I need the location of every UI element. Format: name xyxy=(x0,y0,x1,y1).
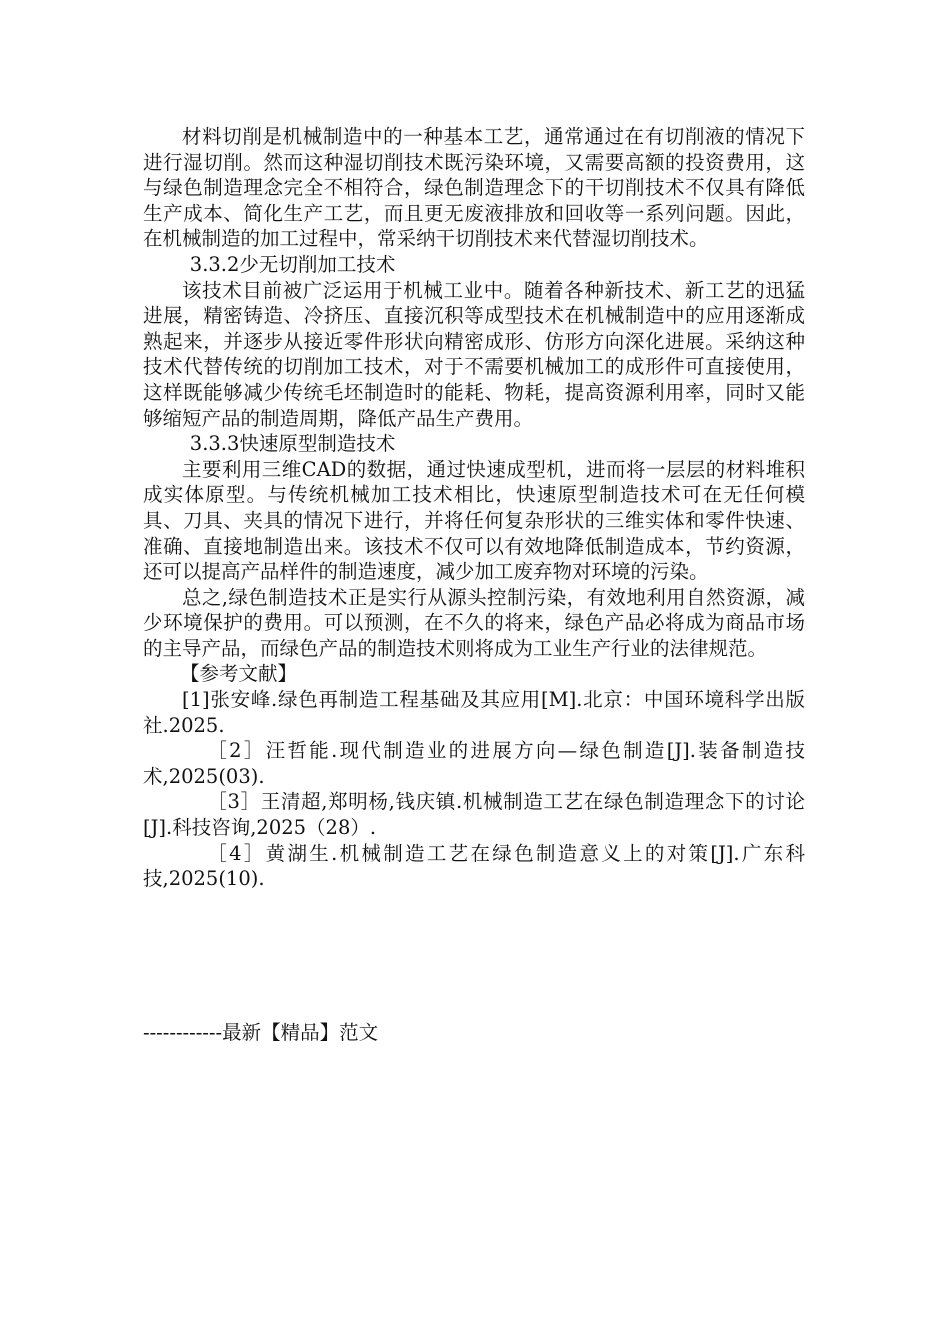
reference-item-2: ［2］汪哲能.现代制造业的进展方向—绿色制造[J].装备制造技术,2025(03). xyxy=(143,739,805,788)
paragraph-rapid-prototyping: 主要利用三维CAD的数据，通过快速成型机，进而将一层层的材料堆积成实体原型。与传统机械加工技术相比，快速原型制造技术可在无任何模具、刀具、夹具的情况下进行，并将任何复杂形状的三维实体和零件快速、准确、直接地制造出来。该技术不仅可以有效地降低制造成本，节约资源，还可以提高产品样件的制造速度，减少加工废弃物对环境的污染。 xyxy=(143,457,805,584)
reference-item-1: [1]张安峰.绿色再制造工程基础及其应用[M].北京：中国环境科学出版社.2025. xyxy=(143,688,805,737)
section-heading-3-3-3: 3.3.3快速原型制造技术 xyxy=(189,432,396,456)
paragraph-conclusion: 总之,绿色制造技术正是实行从源头控制污染，有效地利用自然资源，减少环境保护的费用。可以预测，在不久的将来，绿色产品必将成为商品市场的主导产品，而绿色产品的制造技术则将成为工业生产行业的法律规范。 xyxy=(143,585,805,660)
paragraph-dry-cutting: 材料切削是机械制造中的一种基本工艺，通常通过在有切削液的情况下进行湿切削。然而这种湿切削技术既污染环境，又需要高额的投资费用，这与绿色制造理念完全不相符合，绿色制造理念下的干切削技术不仅具有降低生产成本、简化生产工艺，而且更无废液排放和回收等一系列问题。因此，在机械制造的加工过程中，常采纳干切削技术来代替湿切削技术。 xyxy=(143,125,805,251)
references-title: 【参考文献】 xyxy=(180,662,298,686)
paragraph-near-net-shape: 该技术目前被广泛运用于机械工业中。随着各种新技术、新工艺的迅猛进展，精密铸造、冷挤压、直接沉积等成型技术在机械制造中的应用逐渐成熟起来，并逐步从接近零件形状向精密成形、仿形方向深化进展。采纳这种技术代替传统的切削加工技术，对于不需要机械加工的成形件可直接使用，这样既能够减少传统毛坯制造时的能耗、物耗，提高资源利用率，同时又能够缩短产品的制造周期，降低产品生产费用。 xyxy=(143,278,805,430)
section-heading-3-3-2: 3.3.2少无切削加工技术 xyxy=(189,252,396,276)
reference-item-3: ［3］王清超,郑明杨,钱庆镇.机械制造工艺在绿色制造理念下的讨论[J].科技咨询,2025（28）. xyxy=(143,790,805,840)
reference-item-4: ［4］黄湖生.机械制造工艺在绿色制造意义上的对策[J].广东科技,2025(10). xyxy=(143,841,805,891)
footer-tagline: ------------最新【精品】范文 xyxy=(143,1021,379,1044)
document-body xyxy=(143,124,805,892)
